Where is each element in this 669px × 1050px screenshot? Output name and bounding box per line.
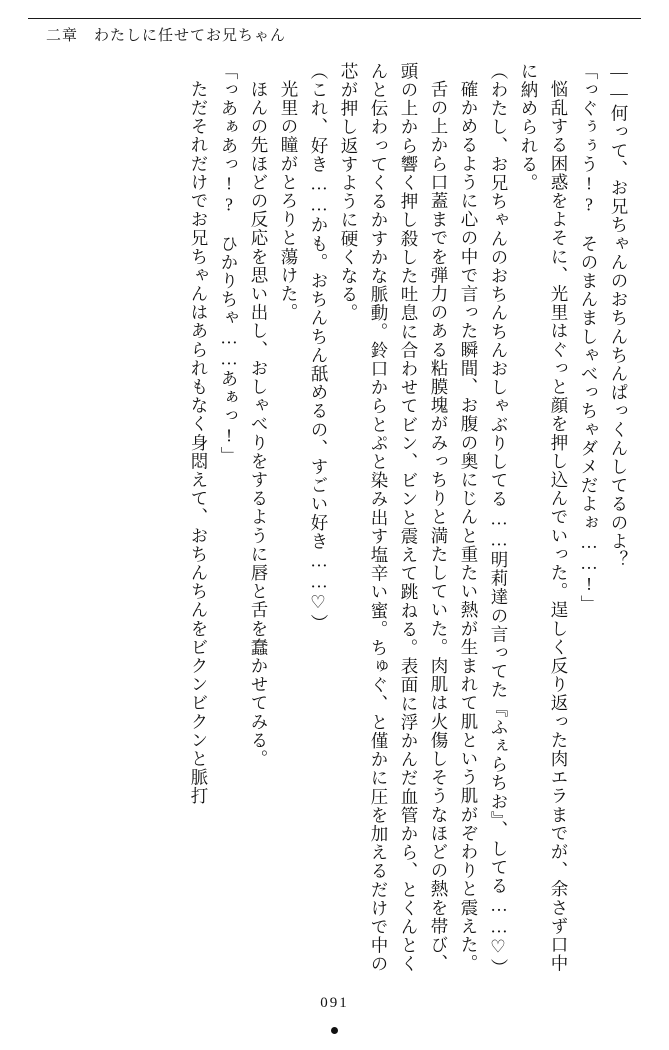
paragraph: （わたし、お兄ちゃんのおちんちんおしゃぶりしてる……明莉達の言ってた『ふぇらちお』、してる……♡）: [489, 62, 509, 978]
footer-dot-ornament: [331, 1027, 338, 1034]
paragraph: ほんの先ほどの反応を思い出し、おしゃべりをするように唇と舌を蠢かせてみる。: [249, 79, 269, 768]
chapter-title: わたしに任せてお兄ちゃん: [94, 28, 287, 44]
paragraph: 確かめるように心の中で言った瞬間、お腹の奥にじんと重たい熱が生まれて肌という肌がぞわりと震えた。: [459, 79, 479, 973]
paragraph: 「っぐぅぅう!? そのまんましゃべっちゃダメだよぉ……!」: [579, 62, 599, 614]
paragraph: 「っあぁあっ!? ひかりちゃ……あぁっ!」: [219, 62, 239, 466]
chapter-number: 二章: [46, 28, 79, 44]
running-head: [46, 24, 286, 45]
page-number: 091: [320, 995, 349, 1011]
body-text: [34, 62, 634, 982]
paragraph: 悩乱する困惑をよそに、光里はぐっと顔を押し込んでいった。逞しく反り返った肉エラまでが、余さず口中に納められる。: [519, 62, 569, 973]
paragraph: ただそれだけでお兄ちゃんはあられもなく身悶えて、おちんちんをビクンビクンと脈打: [189, 79, 209, 805]
paragraph: 光里の瞳がとろりと蕩けた。: [279, 79, 299, 322]
paragraph: （これ、好き……かも。おちんちん舐めるの、すごい好き……♡）: [309, 62, 329, 633]
paragraph: 舌の上から口蓋までを弾力のある粘膜塊がみっちりと満たしていた。肉肌は火傷しそうなほどの熱を帯び、頭の上から響く押し殺した吐息に合わせてビン、ビンと震えて跳ねる。表面に浮かんだ血管から、とくんとくんと伝わってくるかすかな脈動。鈴口からとぷと染み出す塩辛い蜜。ちゅぐ、と僅かに圧を加えるだけで中の芯が押し返すように硬くなる。: [339, 62, 449, 974]
paragraph: ――何って、お兄ちゃんのおちんちんぱっくんしてるのよ？: [609, 62, 629, 570]
header-rule: [28, 18, 641, 19]
